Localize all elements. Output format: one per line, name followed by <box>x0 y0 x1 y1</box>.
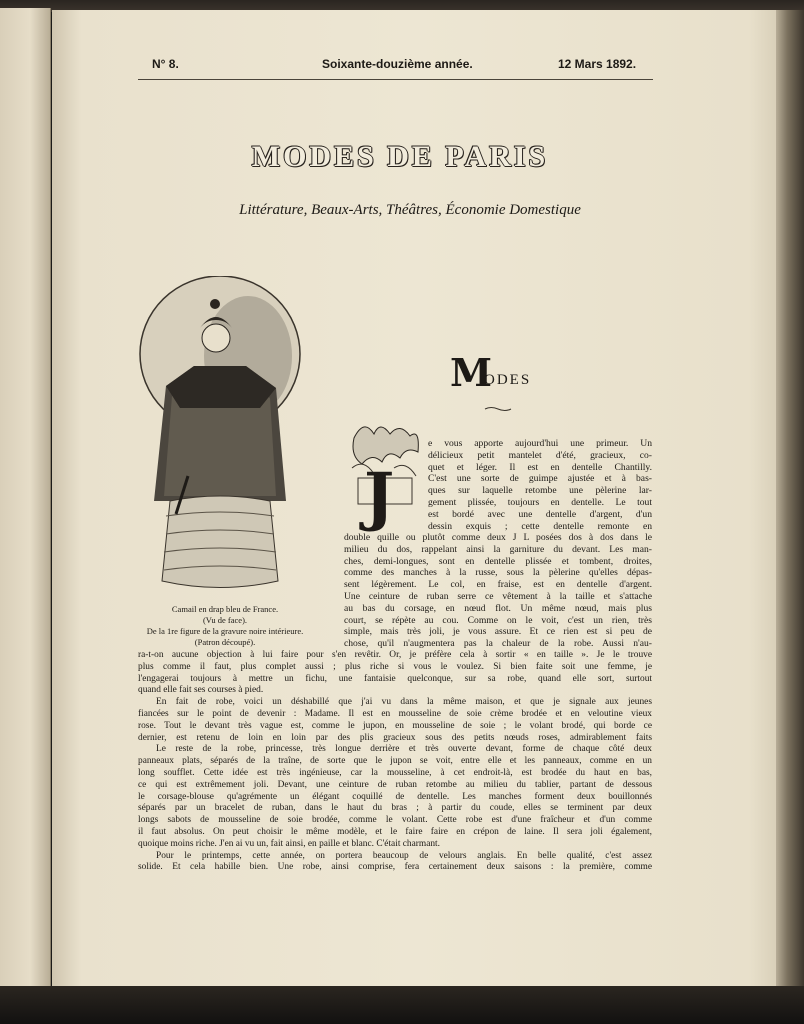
text-line: dessin exquis ; cette dentelle remonte en <box>428 520 652 532</box>
text-line: dernier, est retenu de loin en loin par des plis gracieux sous des petits nœuds roses, admirablement faits <box>138 732 652 743</box>
text-line: Une ceinture de ruban serre ce vêtement à la taille et s'attache <box>344 590 652 602</box>
text-line: Le reste de la robe, princesse, très longue derrière et très ouverte devant, forme de chaque côté deux <box>156 744 652 755</box>
text-line: C'est une sorte de guimpe ajustée et à bas- <box>428 473 652 485</box>
caption-line: (Patron découpé). <box>194 637 256 647</box>
text-line: quet et léger. Il est en dentelle Chantilly. <box>428 461 652 473</box>
decorated-dropcap <box>344 418 424 534</box>
text-line: panneaux plats, séparés de la traîne, de sorte que le jupon se voit, entre elle et les panneaux, comme en un <box>138 756 652 767</box>
text-line: longs sabots de mousseline de soie brodée, comme le volant. Cette robe est d'une fraîcheur et d'un comme <box>138 815 652 826</box>
text-line: délicieux petit mantelet d'été, gracieux, co- <box>428 449 652 461</box>
text-line: ques sur laquelle retombe une pèlerine lar- <box>428 485 652 497</box>
text-line: séparés par un bracelet de ruban, dans le haut du bras ; à partir du coude, elles se terminent par deux <box>138 803 652 814</box>
text-line: quoique moins riche. J'en ai vu un, fait ainsi, en paille et blanc. C'était charmant. <box>138 838 440 849</box>
header-rule <box>138 79 653 80</box>
dropcap-letter: J <box>364 459 395 534</box>
magazine-subtitle: Littérature, Beaux-Arts, Théâtres, Économie Domestique <box>239 202 581 218</box>
text-line: ra-t-on aucune objection à lui faire pour s'en revêtir. Or, je préfère cela à sortir « en taille ». Je le trouve <box>138 650 652 660</box>
magazine-title: MODES DE PARIS <box>251 140 549 173</box>
section-heading-text: ODES <box>484 372 532 388</box>
text-line: court, se répète au cou. Comme on le voit, c'est un rien, très <box>344 614 652 626</box>
text-line: fiancées sur le point de devenir : Madame. Il est en mousseline de soie crème brodée et en veloutine vieux <box>138 708 652 719</box>
section-heading <box>450 350 570 394</box>
text-line: solide. Et cela habille bien. Une robe, ainsi comprise, fera certainement deux saisons : la première, comme <box>138 862 652 873</box>
text-line: il faut absolus. On peut choisir le même modèle, et le faire faire en crépon de laine. Il sera joli également, <box>138 826 652 837</box>
caption-line: Camail en drap bleu de France. <box>171 604 279 614</box>
text-line: long soufflet. Cette idée est très ingénieuse, car la mousseline, à cet endroit-là, est brodée du haut en bas, <box>138 767 652 778</box>
text-line: ce qui est extrêmement joli. Devant, une ceinture de ruban retombe au milieu du tablier, partant de dessous <box>138 779 652 790</box>
text-line: rose. Tout le devant très vague est, comme le jupon, en mousseline de soie ; le volant brodé, qui borde ce <box>138 720 652 731</box>
text-line: plus comme il faut, plus complet aussi ; plus riche si vous le voulez. Si bien faite soit une femme, je <box>138 661 652 672</box>
illustration-caption <box>130 604 320 648</box>
issue-number: N° 8. <box>152 57 179 71</box>
text-line: quand elle fait ses courses à pied. <box>138 685 264 696</box>
text-line: e vous apporte aujourd'hui une primeur. Un <box>428 438 652 449</box>
issue-header <box>138 57 648 75</box>
text-line: ches, demi-longues, sont en dentelle plissée et tombent, droites, <box>344 555 652 567</box>
text-line: comme des manches à la russe, sous la pèlerine qu'elles dépas- <box>344 567 652 579</box>
body-text-full-width <box>138 650 652 874</box>
section-initial: M <box>450 350 493 395</box>
text-line: l'engagerai toujours à mettre un fichu, une fantaisie quelconque, sur sa robe, quand elle sort, surtout <box>138 673 652 684</box>
text-line: le corsage-blouse qu'agrémente un élégant coquillé de dentelle. Les manches forment deux bouillonnés <box>138 791 652 802</box>
text-line: sent légèrement. Le col, en fraise, est en dentelle d'argent. <box>344 579 652 591</box>
fashion-illustration <box>136 276 306 596</box>
caption-line: De la 1re figure de la gravure noire intérieure. <box>146 626 304 636</box>
column-text-narrow <box>428 438 652 532</box>
text-line: En fait de robe, voici un déshabillé que j'ai vu dans la même maison, et que je signale aux jeunes <box>156 697 652 708</box>
column-text-wide <box>344 532 652 650</box>
text-line: gement plissée, toujours en dentelle. Le tout <box>428 496 652 508</box>
text-line: double quille ou plutôt comme deux J L posées dos à dos dans le <box>344 532 652 543</box>
left-page-edge <box>0 8 51 990</box>
text-line: milieu du dos, rappelant ainsi la garniture du devant. Les man- <box>344 543 652 555</box>
text-line: simple, mais très joli, je vous assure. Et ce rien est si peu de <box>344 626 652 638</box>
text-line: est bordé avec une dentelle d'argent, d'un <box>428 508 652 520</box>
text-line: Pour le printemps, cette année, on portera beaucoup de velours anglais. En belle qualité, c'est assez <box>156 850 652 861</box>
issue-year: Soixante-douzième année. <box>322 57 473 71</box>
book-bottom-edge <box>0 986 804 1024</box>
text-line: chose, qu'il n'augmentera pas la chaleur de la robe. Aussi n'au- <box>344 638 652 650</box>
text-line: au bas du corsage, en nœud flot. Un même nœud, mais plus <box>344 602 652 614</box>
right-page-edge <box>776 10 804 988</box>
ornament-divider <box>484 406 512 412</box>
caption-line: (Vu de face). <box>202 615 248 625</box>
issue-date: 12 Mars 1892. <box>558 57 637 71</box>
